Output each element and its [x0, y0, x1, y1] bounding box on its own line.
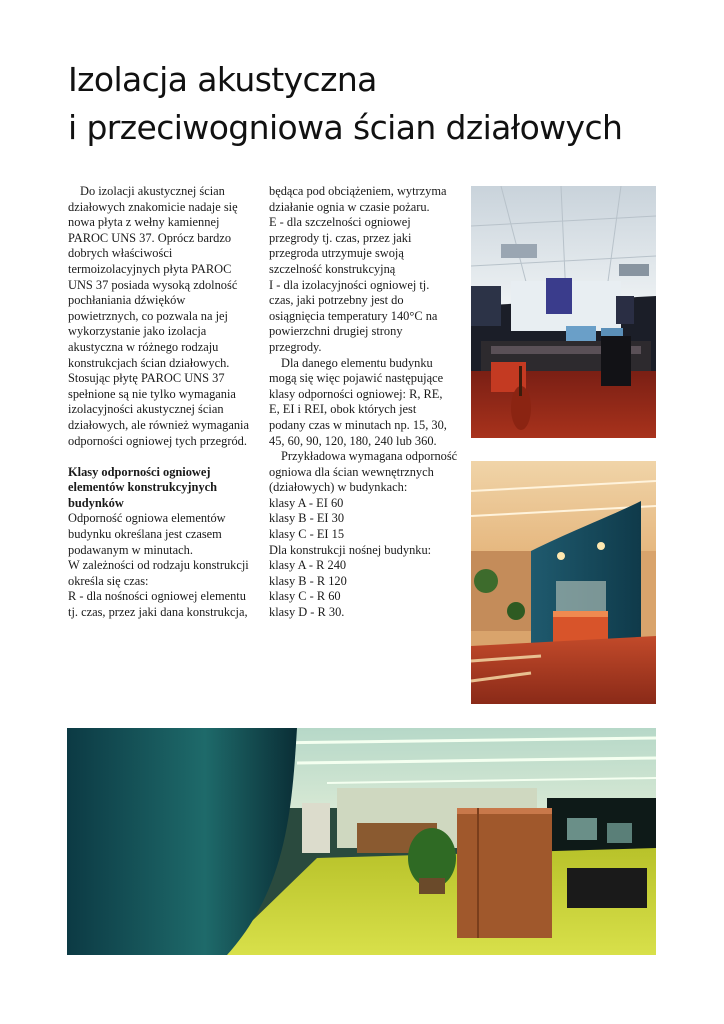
body-text-line: powierzchni drugiej strony: [269, 324, 403, 339]
body-text-line: Do izolacji akustycznej ścian: [80, 184, 225, 198]
body-text-line: mogą się więc pojawić następujące: [269, 371, 444, 386]
body-text-line: ogniowa dla ścian wewnętrznych: [269, 464, 434, 479]
body-text-line: odporności ogniowej tych przegród.: [68, 433, 247, 448]
body-text-line: nowa płyta z wełny kamiennej: [68, 215, 220, 230]
body-text-line: (działowych) w budynkach:: [269, 480, 408, 495]
body-text-line: I - dla izolacyjności ogniowej tj.: [269, 277, 430, 292]
text-column-left: [68, 184, 260, 621]
body-text-line: klasy odporności ogniowej: R, RE,: [269, 386, 443, 401]
body-text-line: UNS 37 posiada wysoką zdolność: [68, 277, 238, 292]
body-text-line: działanie ognia w czasie pożaru.: [269, 199, 430, 214]
title-line-1: Izolacja akustyczna: [68, 60, 377, 99]
body-text-line: przegroda utrzymuje swoją: [269, 246, 404, 261]
body-text-line: akustyczna w różnego rodzaju: [68, 339, 219, 354]
body-text-line: szczelność konstrukcyjną: [269, 261, 396, 276]
title-line-2: i przeciwogniowa ścian działowych: [68, 108, 623, 147]
body-text-line: tj. czas, przez jaki dana konstrukcja,: [68, 605, 248, 620]
body-text-line: podany czas w minutach np. 15, 30,: [269, 417, 447, 432]
section-heading-line: elementów konstrukcyjnych: [68, 480, 218, 495]
body-text-line: przegrody tj. czas, przez jaki: [269, 230, 412, 245]
body-text-line: 45, 60, 90, 120, 180, 240 lub 360.: [269, 433, 437, 448]
body-text-line: W zależności od rodzaju konstrukcji: [68, 558, 249, 573]
text-column-right: [269, 184, 459, 621]
page-title: [68, 56, 668, 152]
body-text-line: Dla danego elementu budynku: [281, 355, 433, 370]
body-text-line: klasy B - R 120: [269, 573, 347, 588]
body-text-line: Stosując płytę PAROC UNS 37: [68, 371, 225, 386]
body-text-line: budynku określana jest czasem: [68, 527, 222, 542]
body-text-line: działowych, ale również wymagania: [68, 417, 249, 432]
office-photo: [67, 728, 656, 955]
body-text-line: będąca pod obciążeniem, wytrzyma: [269, 184, 447, 198]
body-text-line: klasy C - EI 15: [269, 527, 345, 542]
body-text-line: izolacyjności akustycznej ścian: [68, 402, 224, 417]
body-text-line: klasy A - R 240: [269, 558, 347, 573]
body-text-line: przegrody.: [269, 339, 322, 354]
studio-photo: [471, 186, 656, 438]
body-text-line: podawanym w minutach.: [68, 542, 193, 557]
body-text-line: wykorzystanie jako izolacja: [68, 324, 207, 339]
body-text-line: klasy C - R 60: [269, 589, 341, 604]
body-text-line: klasy B - EI 30: [269, 511, 345, 526]
body-text-line: czas, jaki potrzebny jest do: [269, 293, 404, 308]
body-text-line: E, EI i REI, obok których jest: [269, 402, 417, 417]
body-text-line: określa się czas:: [68, 573, 149, 588]
body-text-line: termoizolacyjnych płyta PAROC: [68, 261, 232, 276]
section-heading-line: budynków: [68, 495, 124, 510]
body-text-line: powietrznych, co pozwala na jej: [68, 308, 228, 323]
body-text-line: R - dla nośności ogniowej elementu: [68, 589, 246, 604]
section-heading-line: Klasy odporności ogniowej: [68, 464, 211, 479]
interior-photo: [471, 461, 656, 704]
body-text-line: działowych znakomicie nadaje się: [68, 199, 238, 214]
body-text-line: PAROC UNS 37. Oprócz bardzo: [68, 230, 232, 245]
body-text-line: klasy D - R 30.: [269, 605, 345, 620]
body-text-line: Dla konstrukcji nośnej budynku:: [269, 542, 432, 557]
body-text-line: konstrukcjach ścian działowych.: [68, 355, 230, 370]
paragraph-gap: [68, 449, 260, 465]
body-text-line: dobrych właściwości: [68, 246, 173, 261]
body-text-line: spełnione są nie tylko wymagania: [68, 386, 236, 401]
body-text-line: Przykładowa wymagana odporność: [281, 449, 458, 464]
body-text-line: klasy A - EI 60: [269, 495, 344, 510]
body-text-line: osiągnięcia temperatury 140°C na: [269, 308, 438, 323]
body-text-line: Odporność ogniowa elementów: [68, 511, 226, 526]
body-text-line: E - dla szczelności ogniowej: [269, 215, 411, 230]
body-text-line: pochłaniania dźwięków: [68, 293, 186, 308]
